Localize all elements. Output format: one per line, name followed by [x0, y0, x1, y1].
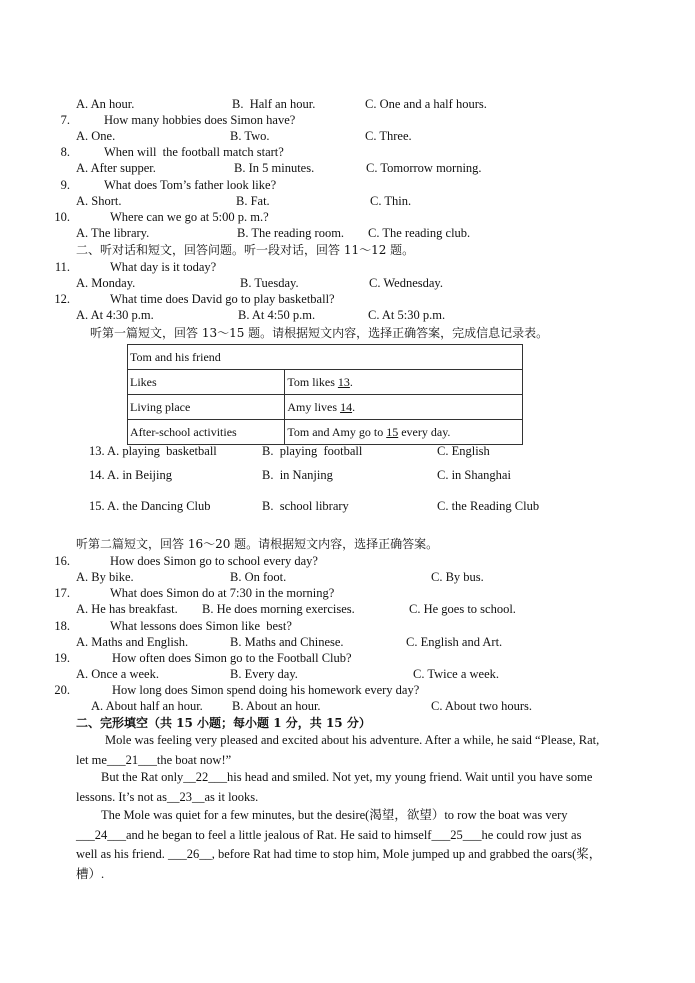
question-number: 10. [54, 210, 70, 224]
option-a: A. By bike. [76, 570, 134, 584]
option-b: B. The reading room. [237, 226, 345, 240]
option-c: C. Tomorrow morning. [366, 161, 482, 175]
option-b: B. school library [262, 499, 349, 513]
passage-instruction: 听第二篇短文，回答 16～20 题。请根据短文内容，选择正确答案。 [76, 537, 439, 551]
option-a: A. At 4:30 p.m. [76, 308, 154, 322]
question-number: 18. [54, 619, 70, 633]
table-row [128, 370, 523, 395]
question-number: 19. [54, 651, 70, 665]
question-number: 12. [54, 292, 70, 306]
option-a: A. He has breakfast. [76, 602, 178, 616]
table-row [128, 420, 523, 445]
option-c: C. Three. [365, 129, 412, 143]
option-c: C. English [437, 444, 490, 458]
question-text: What lessons does Simon like best? [110, 619, 292, 633]
option-a: A. Monday. [76, 276, 136, 290]
row-label: Likes [128, 370, 285, 395]
option-a: A. One. [76, 129, 116, 143]
option-c: C. Thin. [370, 194, 412, 208]
cloze-paragraph: But the Rat only__22___his head and smiled. Not yet, my young friend. Wait until you have some lessons. It’s not as__23__as it looks. [76, 770, 593, 804]
question-number: 11. [54, 260, 70, 274]
q6-option-a: A. An hour. [76, 97, 135, 111]
option-b: B. In 5 minutes. [234, 161, 315, 175]
blank-15: 15 [386, 424, 399, 439]
question-text: How does Simon go to school every day? [110, 554, 318, 568]
option-b: B. On foot. [230, 570, 287, 584]
option-a: 15. A. the Dancing Club [89, 499, 211, 513]
option-a: 14. A. in Beijing [89, 468, 172, 482]
option-c: C. He goes to school. [409, 602, 516, 616]
blank-14: 14 [340, 399, 353, 414]
passage-instruction: 听第一篇短文，回答 13～15 题。请根据短文内容，选择正确答案，完成信息记录表。 [90, 326, 549, 340]
question-text: What day is it today? [110, 260, 217, 274]
question-text: What time does David go to play basketball? [110, 292, 335, 306]
section-heading: 二、听对话和短文，回答问题。听一段对话，回答 11～12 题。 [76, 243, 415, 257]
option-b: B. Fat. [236, 194, 270, 208]
q6-option-c: C. One and a half hours. [365, 97, 487, 111]
table-row [128, 395, 523, 420]
row-label: After-school activities [128, 420, 285, 445]
option-c: C. the Reading Club [437, 499, 540, 513]
question-text: How many hobbies does Simon have? [104, 113, 296, 127]
question-number: 9. [60, 178, 70, 192]
option-b: B. He does morning exercises. [202, 602, 355, 616]
option-c: C. Twice a week. [413, 667, 500, 681]
question-number: 7. [60, 113, 70, 127]
option-b: B. Tuesday. [240, 276, 299, 290]
info-record-table [127, 344, 523, 445]
question-number: 16. [54, 554, 70, 568]
option-a: 13. A. playing basketball [89, 444, 217, 458]
q6-option-b: B. Half an hour. [232, 97, 316, 111]
option-c: C. About two hours. [431, 699, 533, 713]
option-a: A. Maths and English. [76, 635, 189, 649]
cloze-paragraph: Mole was feeling very pleased and excited about his adventure. After a while, he said “Please, Rat, let me___21___the boat now!” [76, 733, 600, 767]
option-b: B. At 4:50 p.m. [238, 308, 316, 322]
option-a: A. Short. [76, 194, 122, 208]
option-b: B. Two. [230, 129, 270, 143]
row-value: Amy lives 14. [285, 395, 523, 420]
option-b: B. playing football [262, 444, 363, 458]
question-text: When will the football match start? [104, 145, 284, 159]
option-b: B. in Nanjing [262, 468, 333, 482]
option-c: C. English and Art. [406, 635, 503, 649]
option-c: C. At 5:30 p.m. [368, 308, 446, 322]
option-a: A. Once a week. [76, 667, 159, 681]
row-value: Tom likes 13. [285, 370, 523, 395]
question-text: Where can we go at 5:00 p. m.? [110, 210, 269, 224]
option-b: B. Every day. [230, 667, 298, 681]
question-text: What does Simon do at 7:30 in the morning? [110, 586, 335, 600]
cloze-heading: 二、完形填空（共 15 小题；每小题 1 分，共 15 分） [76, 716, 371, 730]
blank-13: 13 [337, 374, 350, 389]
question-number: 20. [54, 683, 70, 697]
question-text: How long does Simon spend doing his homework every day? [112, 683, 420, 697]
question-text: What does Tom’s father look like? [104, 178, 277, 192]
row-label: Living place [128, 395, 285, 420]
question-number: 17. [54, 586, 70, 600]
option-b: B. About an hour. [232, 699, 321, 713]
option-c: C. in Shanghai [437, 468, 511, 482]
option-c: C. By bus. [431, 570, 484, 584]
question-text: How often does Simon go to the Football Club? [112, 651, 352, 665]
option-b: B. Maths and Chinese. [230, 635, 344, 649]
option-a: A. About half an hour. [91, 699, 203, 713]
option-c: C. The reading club. [368, 226, 471, 240]
table-title: Tom and his friend [128, 345, 523, 370]
option-a: A. After supper. [76, 161, 156, 175]
option-a: A. The library. [76, 226, 150, 240]
cloze-paragraph: The Mole was quiet for a few minutes, but the desire(渴望，欲望）to row the boat was very ___24___and he began to feel a little jealous of Rat. He said to himself___25___he could row just as well as his friend. ___26__, before Rat had time to stop him, Mole jumped up and grabbed the oars(桨，槽）. [76, 808, 602, 881]
row-value: Tom and Amy go to 15 every day. [285, 420, 523, 445]
option-c: C. Wednesday. [369, 276, 443, 290]
question-number: 8. [60, 145, 70, 159]
